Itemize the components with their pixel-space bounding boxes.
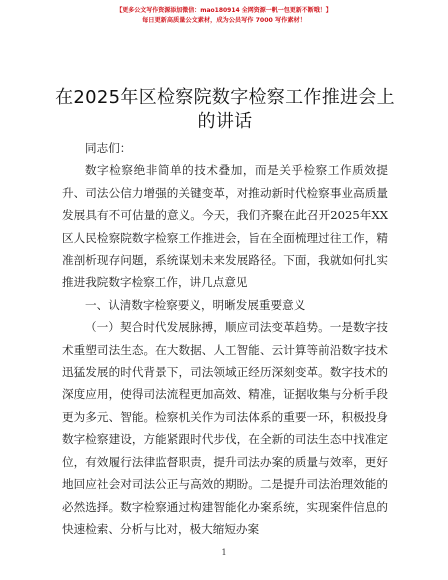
promo-banner-line-1: 【更多公文写作资源添加微信：mao180914 全网资源一帆一包更新不断哦！】 — [116, 7, 332, 14]
paragraph-intro: 数字检察绝非简单的技术叠加，而是关乎检察工作质效提升、司法公信力增强的关键变革，对推动新时代检察事业高质量发展具有不可估量的意义。今天，我们齐聚在此召开2025年XX区人民检察院数字检察工作推进会，旨在全面梳理过往工作，精准剖析现存问题，系统谋划未来发展路径。下面，我就如何扎实推进我院数字检察工作，讲几点意见 — [62, 163, 388, 290]
section-heading-1: 一、认清数字检察要义，明晰发展重要意义 — [85, 297, 306, 312]
document-title: 在2025年区检察院数字检察工作推进会上的讲话 — [55, 87, 395, 132]
salutation: 同志们： — [85, 141, 132, 155]
document-body — [62, 137, 388, 540]
paragraph-section-1-1: （一）契合时代发展脉搏，顺应司法变革趋势。一是数字技术重塑司法生态。在大数据、人工智能、云计算等前沿数字技术迅猛发展的时代背景下，司法领域正经历深刻变革。数字技术的深度应用，使得司法流程更加高效、精准，证据收集与分析手段更为多元、智能。检察机关作为司法体系的重要一环，积极投身数字检察建设，方能紧跟时代步伐，在全新的司法生态中找准定位，有效履行法律监督职责，提升司法办案的质量与效率，更好地回应社会对司法公正与高效的期盼。二是提升司法治理效能的必然选择。数字检察通过构建智能化办案系统，实现案件信息的快速检索、分析与比对，极大缩短办案 — [62, 320, 388, 536]
page-number: 1 — [221, 548, 227, 557]
promo-banner — [0, 6, 448, 26]
promo-banner-line-2: 每日更新高质量公文素材，成为公员写作 7000 写作素材！ — [142, 17, 306, 24]
